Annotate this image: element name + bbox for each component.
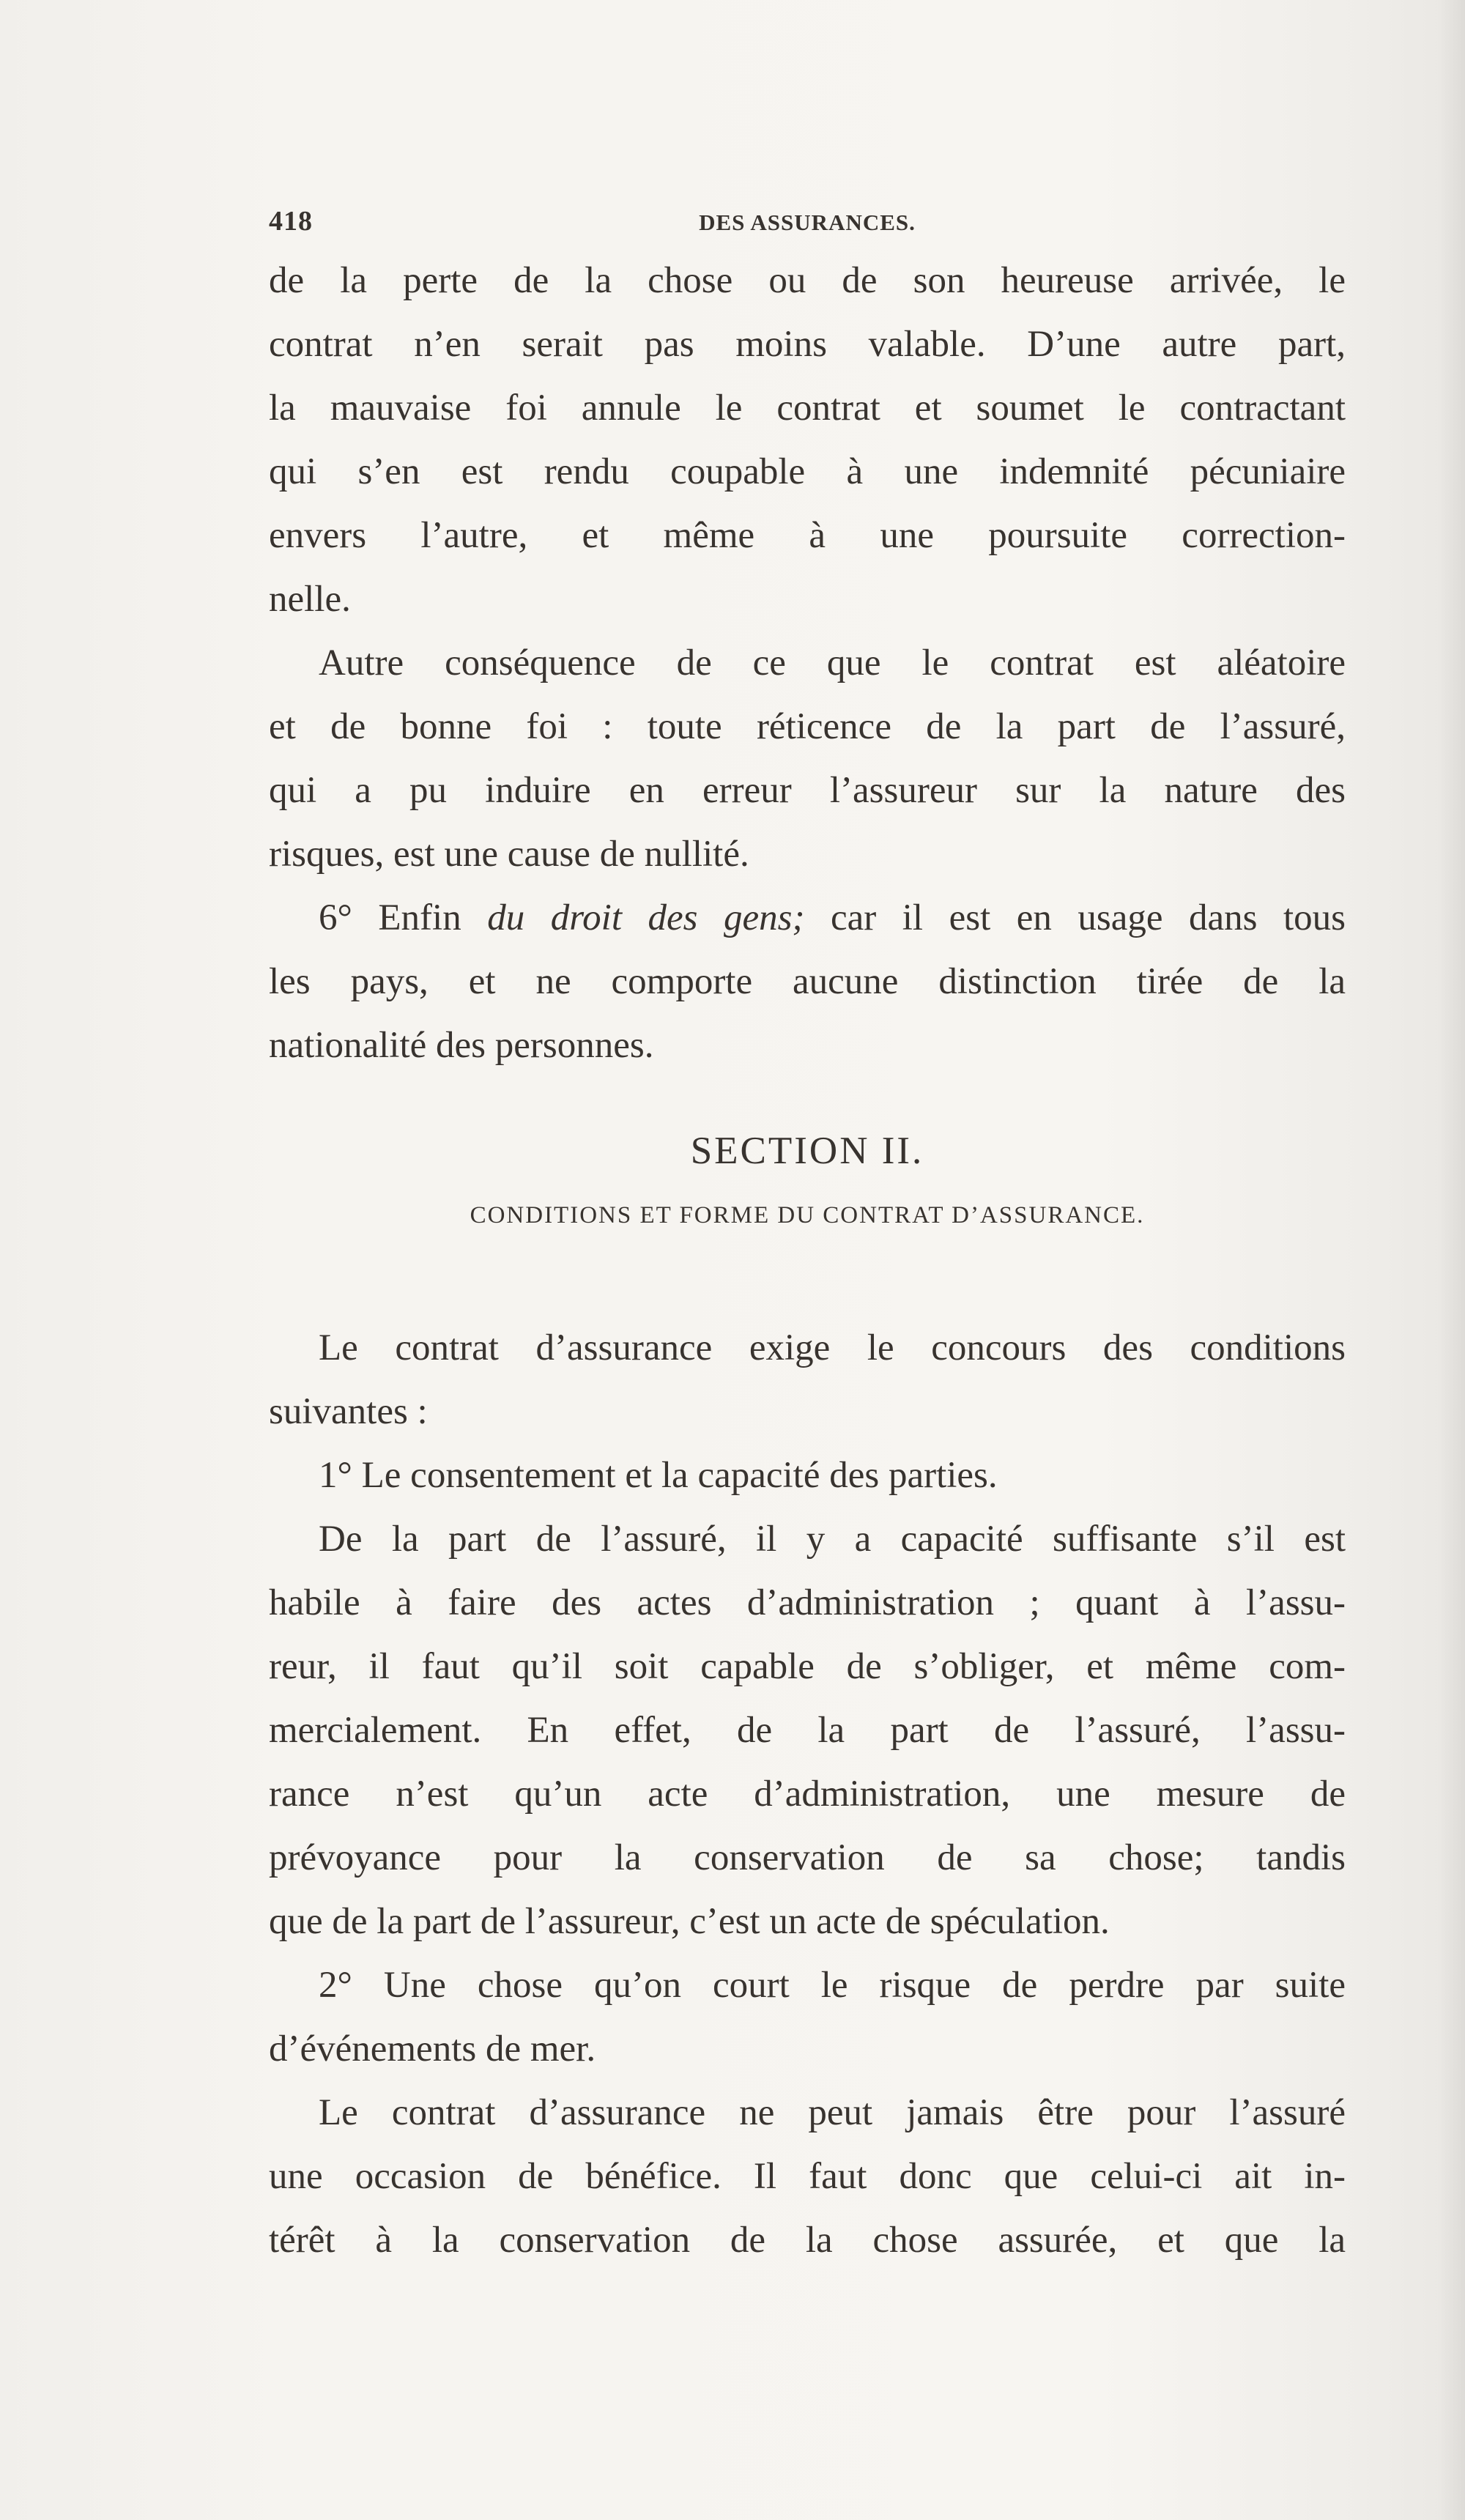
text-line: une occasion de bénéfice. Il faut donc que celui-ci ait in-: [269, 2156, 1346, 2197]
text-line: qui s’en est rendu coupable à une indemnité pécuniaire: [269, 451, 1346, 492]
text-line: et de bonne foi : toute réticence de la part de l’assuré,: [269, 706, 1346, 747]
text-line: de la perte de la chose ou de son heureuse arrivée, le: [269, 260, 1346, 301]
item-6-italic: du droit des gens;: [487, 897, 805, 938]
text-line: 2° Une chose qu’on court le risque de perdre par suite: [319, 1965, 1346, 2006]
text-line: suivantes :: [269, 1391, 428, 1432]
text-section-bottom: [269, 1316, 1346, 2272]
text-line: d’événements de mer.: [269, 2028, 596, 2069]
page-header: [269, 205, 1346, 249]
text-line: reur, il faut qu’il soit capable de s’obliger, et même com-: [269, 1646, 1346, 1687]
text-line: De la part de l’assuré, il y a capacité suffisante s’il est: [319, 1519, 1346, 1560]
text-line: que de la part de l’assureur, c’est un acte de spéculation.: [269, 1901, 1110, 1942]
text-line: Le contrat d’assurance ne peut jamais être pour l’assuré: [319, 2092, 1346, 2133]
item-6-suffix: car il est en usage dans tous: [804, 897, 1346, 938]
text-line: 1° Le consentement et la capacité des parties.: [319, 1455, 998, 1496]
text-line: la mauvaise foi annule le contrat et soumet le contractant: [269, 388, 1346, 429]
text-line: habile à faire des actes d’administration ; quant à l’assu-: [269, 1582, 1346, 1623]
page-number: 418: [269, 206, 313, 237]
item-6-line-2: les pays, et ne comporte aucune distinction tirée de la: [269, 961, 1346, 1002]
text-line: nelle.: [269, 579, 351, 620]
text-line: prévoyance pour la conservation de sa chose; tandis: [269, 1837, 1346, 1878]
item-6-prefix: 6° Enfin: [319, 897, 488, 938]
text-line: contrat n’en serait pas moins valable. D’une autre part,: [269, 324, 1346, 365]
section-title: SECTION II.: [690, 1130, 924, 1172]
item-6-line-1: [269, 886, 1346, 950]
text-line: envers l’autre, et même à une poursuite correction-: [269, 515, 1346, 556]
text-line: térêt à la conservation de la chose assurée, et que la: [269, 2220, 1346, 2261]
text-line: Autre conséquence de ce que le contrat est aléatoire: [319, 642, 1346, 683]
text-line: mercialement. En effet, de la part de l’assuré, l’assu-: [269, 1710, 1346, 1751]
text-line: qui a pu induire en erreur l’assureur sur la nature des: [269, 770, 1346, 811]
text-line: Le contrat d’assurance exige le concours des conditions: [319, 1327, 1346, 1368]
text-section-top: [269, 249, 1346, 886]
section-spacer: [269, 1237, 1346, 1316]
text-line: risques, est une cause de nullité.: [269, 834, 749, 875]
page-edge-shadow: [1437, 0, 1465, 2520]
item-6-line-3: nationalité des personnes.: [269, 1025, 654, 1066]
section-subtitle: CONDITIONS ET FORME DU CONTRAT D’ASSURANCE.: [470, 1202, 1145, 1228]
running-head: DES ASSURANCES.: [699, 210, 916, 235]
text-block: [269, 205, 1346, 2272]
text-line: rance n’est qu’un acte d’administration, une mesure de: [269, 1774, 1346, 1815]
